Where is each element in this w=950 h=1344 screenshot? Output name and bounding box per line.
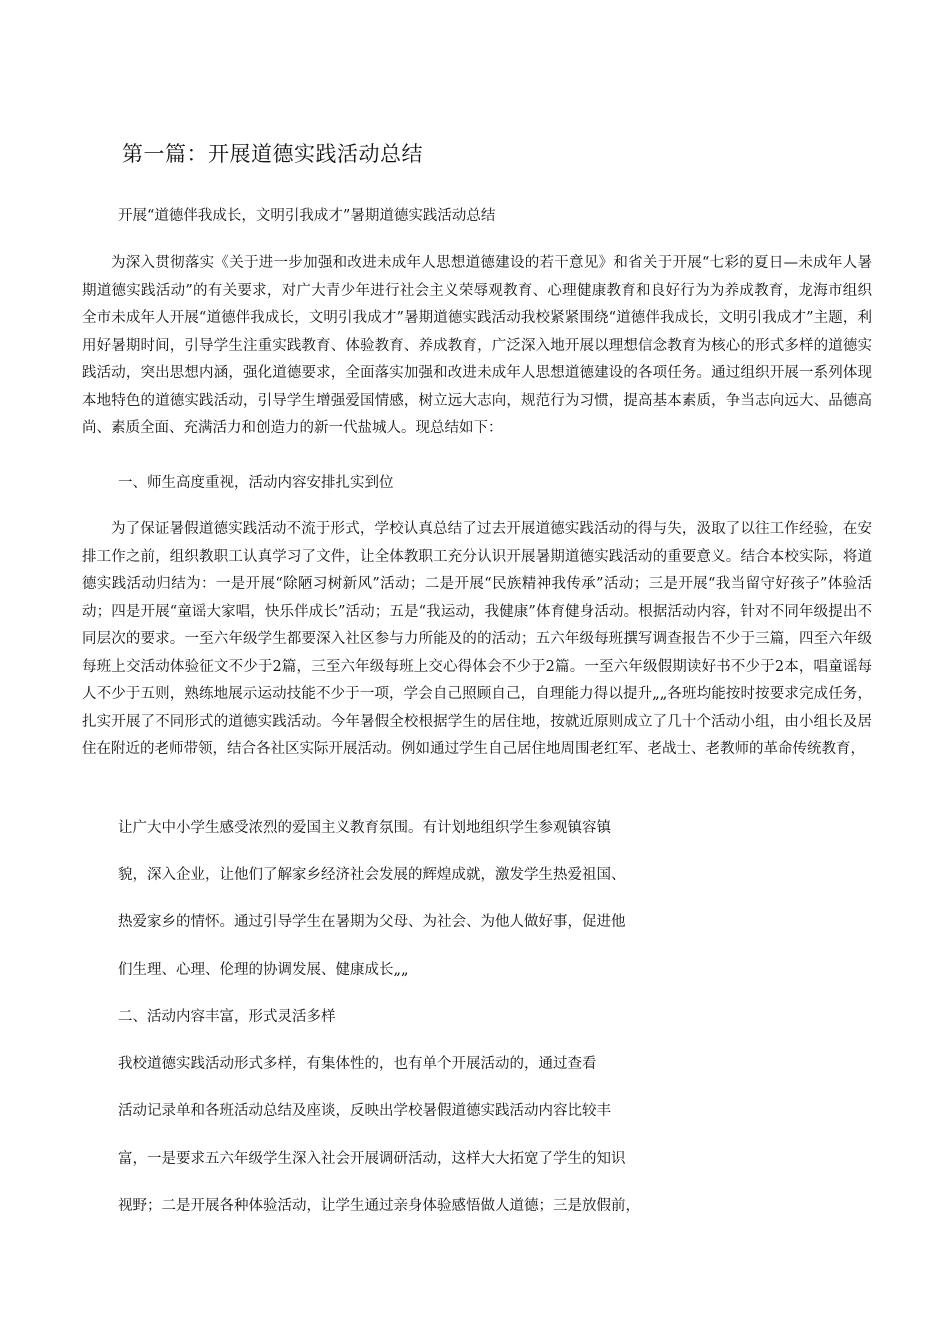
body-line: 貌，深入企业，让他们了解家乡经济社会发展的辉煌成就，激发学生热爱祖国、 (118, 867, 626, 883)
section1-paragraph: 为了保证暑假道德实践活动不流于形式，学校认真总结了过去开展道德实践活动的得与失，汲取了以往工作经验，在安排工作之前，组织教职工认真学习了文件，让全体教职工充分认识开展暑期道德实践活动的重要意义。结合本校实际，将道德实践活动归结为：一是开展“除陋习树新风”活动；二是开展“民族精神我传承”活动；三是开展“我当留守好孩子”体验活动；四是开展“童谣大家唱，快乐伴成长”活动；五是“我运动，我健康”体育健身活动。根据活动内容，针对不同年级提出不同层次的要求。一至六年级学生都要深入社区参与力所能及的的活动；五六年级每班撰写调查报告不少于三篇，四至六年级每班上交活动体验征文不少于2篇，三至六年级每班上交心得体会不少于2篇。一至六年级假期读好书不少于2本，唱童谣每人不少于五则，熟练地展示运动技能不少于一项，学会自己照顾自己，自理能力得以提升„„各班均能按时按要求完成任务，扎实开展了不同形式的道德实践活动。今年暑假全校根据学生的居住地，按就近原则成立了几十个活动小组，由小组长及居住在附近的老师带领，结合各社区实际开展活动。例如通过学生自己居住地周围老红军、老战士、老教师的革命传统教育， (82, 521, 872, 757)
section-heading-2: 二、活动内容丰富，形式灵活多样 (118, 1009, 336, 1025)
body-line: 富，一是要求五六年级学生深入社会开展调研活动，这样大大拓宽了学生的知识 (118, 1151, 626, 1167)
body-line: 们生理、心理、伦理的协调发展、健康成长„„ (118, 962, 409, 978)
body-line: 活动记录单和各班活动总结及座谈，反映出学校暑假道德实践活动内容比较丰 (118, 1103, 611, 1119)
body-line: 热爱家乡的情怀。通过引导学生在暑期为父母、为社会、为他人做好事，促进他 (118, 914, 626, 930)
body-line: 视野；二是开展各种体验活动，让学生通过亲身体验感悟做人道德；三是放假前， (118, 1198, 640, 1214)
intro-paragraph-block (82, 250, 872, 443)
document-subtitle: 开展“道德伴我成长，文明引我成才”暑期道德实践活动总结 (118, 208, 496, 224)
intro-paragraph: 为深入贯彻落实《关于进一步加强和改进未成年人思想道德建设的若干意见》和省关于开展“七彩的夏日—未成年人暑期道德实践活动”的有关要求，对广大青少年进行社会主义荣辱观教育、心理健康教育和良好行为为养成教育，龙海市组织全市未成年人开展“道德伴我成长，文明引我成才”暑期道德实践活动我校紧紧围绕“道德伴我成长，文明引我成才”主题，利用好暑期时间，引导学生注重实践教育、体验教育、养成教育，广泛深入地开展以理想信念教育为核心的形式多样的道德实践活动，突出思想内涵，强化道德要求，全面落实加强和改进未成年人思想道德建设的各项任务。通过组织开展一系列体现本地特色的道德实践活动，引导学生增强爱国情感，树立远大志向，规范行为习惯，提高基本素质，争当志向远大、品德高尚、素质全面、充满活力和创造力的新一代盐城人。现总结如下： (82, 255, 872, 436)
section-heading-1: 一、师生高度重视，活动内容安排扎实到位 (118, 475, 394, 491)
body-line: 让广大中小学生感受浓烈的爱国主义教育氛围。有计划地组织学生参观镇容镇 (118, 820, 611, 836)
document-title: 第一篇：开展道德实践活动总结 (122, 142, 423, 166)
body-line: 我校道德实践活动形式多样，有集体性的，也有单个开展活动的，通过查看 (118, 1056, 597, 1072)
section1-paragraph-block (82, 516, 872, 764)
